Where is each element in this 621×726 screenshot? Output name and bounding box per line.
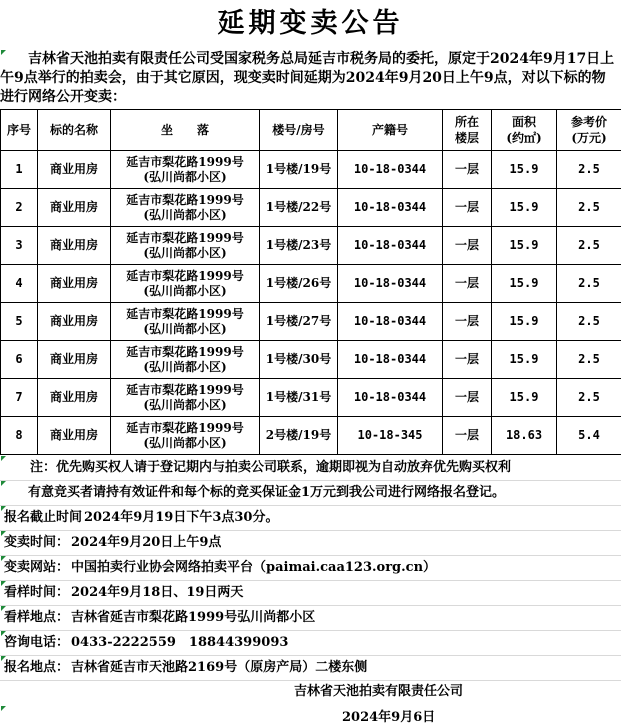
header-area-line1: 面积 [511,115,536,129]
table-body [1,151,621,455]
cell-cert: 10-18-345 [338,417,443,455]
cell-area: 15.9 [492,341,557,379]
table-row [1,265,621,303]
cell-no: 3 [1,227,38,265]
cell-no: 2 [1,189,38,227]
cell-price: 2.5 [557,265,621,303]
cell-no: 6 [1,341,38,379]
info-value: 0433-2222559 18844399093 [71,635,289,650]
cell-area: 15.9 [492,189,557,227]
table-row [1,303,621,341]
cell-location [111,417,260,455]
cell-no: 8 [1,417,38,455]
note-priority-text: 注：优先购买权人请于登记期内与拍卖公司联系，逾期即视为自动放弃优先购买权利 [30,460,512,475]
cell-building: 2号楼/19号 [260,417,338,455]
cell-location [111,265,260,303]
cell-building: 1号楼/30号 [260,341,338,379]
cell-location-line1: 延吉市梨花路1999号 [126,382,244,397]
table-row [1,379,621,417]
cell-location-line1: 延吉市梨花路1999号 [126,344,244,359]
auction-lots-table [0,109,621,455]
header-floor [443,110,492,151]
info-value: 2024年9月19日下午3点30分。 [84,510,279,525]
table-row [1,189,621,227]
cell-floor: 一层 [443,303,492,341]
cell-location-line1: 延吉市梨花路1999号 [126,306,244,321]
cell-floor: 一层 [443,227,492,265]
info-key: 看样时间： [4,585,70,600]
info-key: 变卖网站： [4,560,70,575]
info-value: 中国拍卖行业协会网络拍卖平台（paimai.caa123.org.cn） [71,560,437,575]
notes-section [0,456,621,681]
cell-cert: 10-18-0344 [338,265,443,303]
cell-comment-marker [1,481,6,486]
cell-location-line2: (弘川尚都小区) [143,397,227,412]
cell-area: 15.9 [492,303,557,341]
cell-location [111,303,260,341]
info-value: 吉林省延吉市梨花路1999号弘川尚都小区 [71,610,316,625]
cell-location-line2: (弘川尚都小区) [143,207,227,222]
info-viewing-location [0,606,621,631]
cell-comment-marker [1,581,6,586]
cell-cert: 10-18-0344 [338,303,443,341]
cell-type: 商业用房 [38,417,111,455]
cell-location-line2: (弘川尚都小区) [143,169,227,184]
info-value: 吉林省延吉市天池路2169号（原房产局）二楼东侧 [71,660,368,675]
cell-price: 2.5 [557,341,621,379]
table-row [1,417,621,455]
cell-price: 2.5 [557,379,621,417]
cell-price: 2.5 [557,227,621,265]
info-value: 2024年9月18日、19日两天 [71,585,244,600]
header-area [492,110,557,151]
cell-location [111,189,260,227]
note-deposit [0,481,621,506]
cell-cert: 10-18-0344 [338,189,443,227]
cell-building: 1号楼/22号 [260,189,338,227]
cell-area: 15.9 [492,265,557,303]
cell-location-line2: (弘川尚都小区) [143,359,227,374]
cell-type: 商业用房 [38,379,111,417]
cell-comment-marker [1,456,6,461]
info-key: 报名地点： [4,660,70,675]
cell-cert: 10-18-0344 [338,379,443,417]
cell-location-line1: 延吉市梨花路1999号 [126,192,244,207]
info-registration-deadline [0,506,621,531]
cell-building: 1号楼/27号 [260,303,338,341]
info-value: 2024年9月20日上午9点 [71,535,222,550]
info-key: 报名截止时间 [4,510,83,525]
header-cert: 产籍号 [338,110,443,151]
header-area-line2: (约㎡) [506,131,542,145]
cell-no: 7 [1,379,38,417]
page-title: 延期变卖公告 [217,8,404,39]
cell-location-line1: 延吉市梨花路1999号 [126,268,244,283]
table-header-row [1,110,621,151]
cell-type: 商业用房 [38,151,111,189]
cell-price: 2.5 [557,151,621,189]
cell-cert: 10-18-0344 [338,227,443,265]
cell-floor: 一层 [443,189,492,227]
cell-price: 2.5 [557,189,621,227]
cell-location-line1: 延吉市梨花路1999号 [126,420,244,435]
cell-cert: 10-18-0344 [338,151,443,189]
note-priority-buyer [0,456,621,481]
signature-company: 吉林省天池拍卖有限责任公司 [294,684,464,699]
cell-type: 商业用房 [38,189,111,227]
cell-comment-marker [1,656,6,661]
cell-location-line2: (弘川尚都小区) [143,435,227,450]
signature-date: 2024年9月6日 [342,710,436,725]
cell-area: 15.9 [492,151,557,189]
cell-type: 商业用房 [38,227,111,265]
cell-no: 4 [1,265,38,303]
table-row [1,151,621,189]
cell-price: 2.5 [557,303,621,341]
table-row [1,227,621,265]
cell-location-line1: 延吉市梨花路1999号 [126,230,244,245]
info-sale-website [0,556,621,581]
cell-building: 1号楼/31号 [260,379,338,417]
header-price-line1: 参考价 [570,115,607,129]
header-floor-line1: 所在 [454,115,479,129]
cell-cert: 10-18-0344 [338,341,443,379]
cell-floor: 一层 [443,151,492,189]
table-row [1,341,621,379]
cell-location-line2: (弘川尚都小区) [143,321,227,336]
cell-floor: 一层 [443,341,492,379]
cell-price: 5.4 [557,417,621,455]
header-floor-line2: 楼层 [454,131,479,145]
cell-floor: 一层 [443,265,492,303]
cell-location [111,341,260,379]
cell-floor: 一层 [443,379,492,417]
info-viewing-time [0,581,621,606]
cell-comment-marker [1,531,6,536]
cell-area: 15.9 [492,379,557,417]
cell-building: 1号楼/19号 [260,151,338,189]
header-location: 坐 落 [111,110,260,151]
cell-no: 5 [1,303,38,341]
cell-area: 18.63 [492,417,557,455]
cell-no: 1 [1,151,38,189]
info-key: 咨询电话： [4,635,70,650]
cell-location-line1: 延吉市梨花路1999号 [126,154,244,169]
cell-location-line2: (弘川尚都小区) [143,283,227,298]
intro-paragraph: 吉林省天池拍卖有限责任公司受国家税务总局延吉市税务局的委托，原定于2024年9月17日上午9点举行的拍卖会，由于其它原因，现变卖时间延期为2024年9月20日上午9点，对以下标的物进行网络公开变卖： [0,51,615,105]
header-no: 序号 [1,110,38,151]
cell-area: 15.9 [492,227,557,265]
cell-comment-marker [1,556,6,561]
note-deposit-text: 有意竞买者请持有效证件和每个标的竞买保证金1万元到我公司进行网络报名登记。 [28,485,506,500]
info-key: 看样地点： [4,610,70,625]
cell-building: 1号楼/26号 [260,265,338,303]
info-key: 变卖时间： [4,535,70,550]
cell-type: 商业用房 [38,303,111,341]
header-price [557,110,621,151]
cell-building: 1号楼/23号 [260,227,338,265]
cell-location-line2: (弘川尚都小区) [143,245,227,260]
cell-comment-marker [1,606,6,611]
cell-comment-marker [1,506,6,511]
header-price-line2: (万元) [571,131,607,145]
info-registration-location [0,656,621,681]
cell-type: 商业用房 [38,341,111,379]
cell-type: 商业用房 [38,265,111,303]
cell-floor: 一层 [443,417,492,455]
cell-location [111,227,260,265]
info-sale-time [0,531,621,556]
cell-location [111,379,260,417]
cell-location [111,151,260,189]
info-consult-phone [0,631,621,656]
cell-comment-marker [1,631,6,636]
header-building: 楼号/房号 [260,110,338,151]
cell-comment-marker [1,706,6,711]
header-type: 标的名称 [38,110,111,151]
